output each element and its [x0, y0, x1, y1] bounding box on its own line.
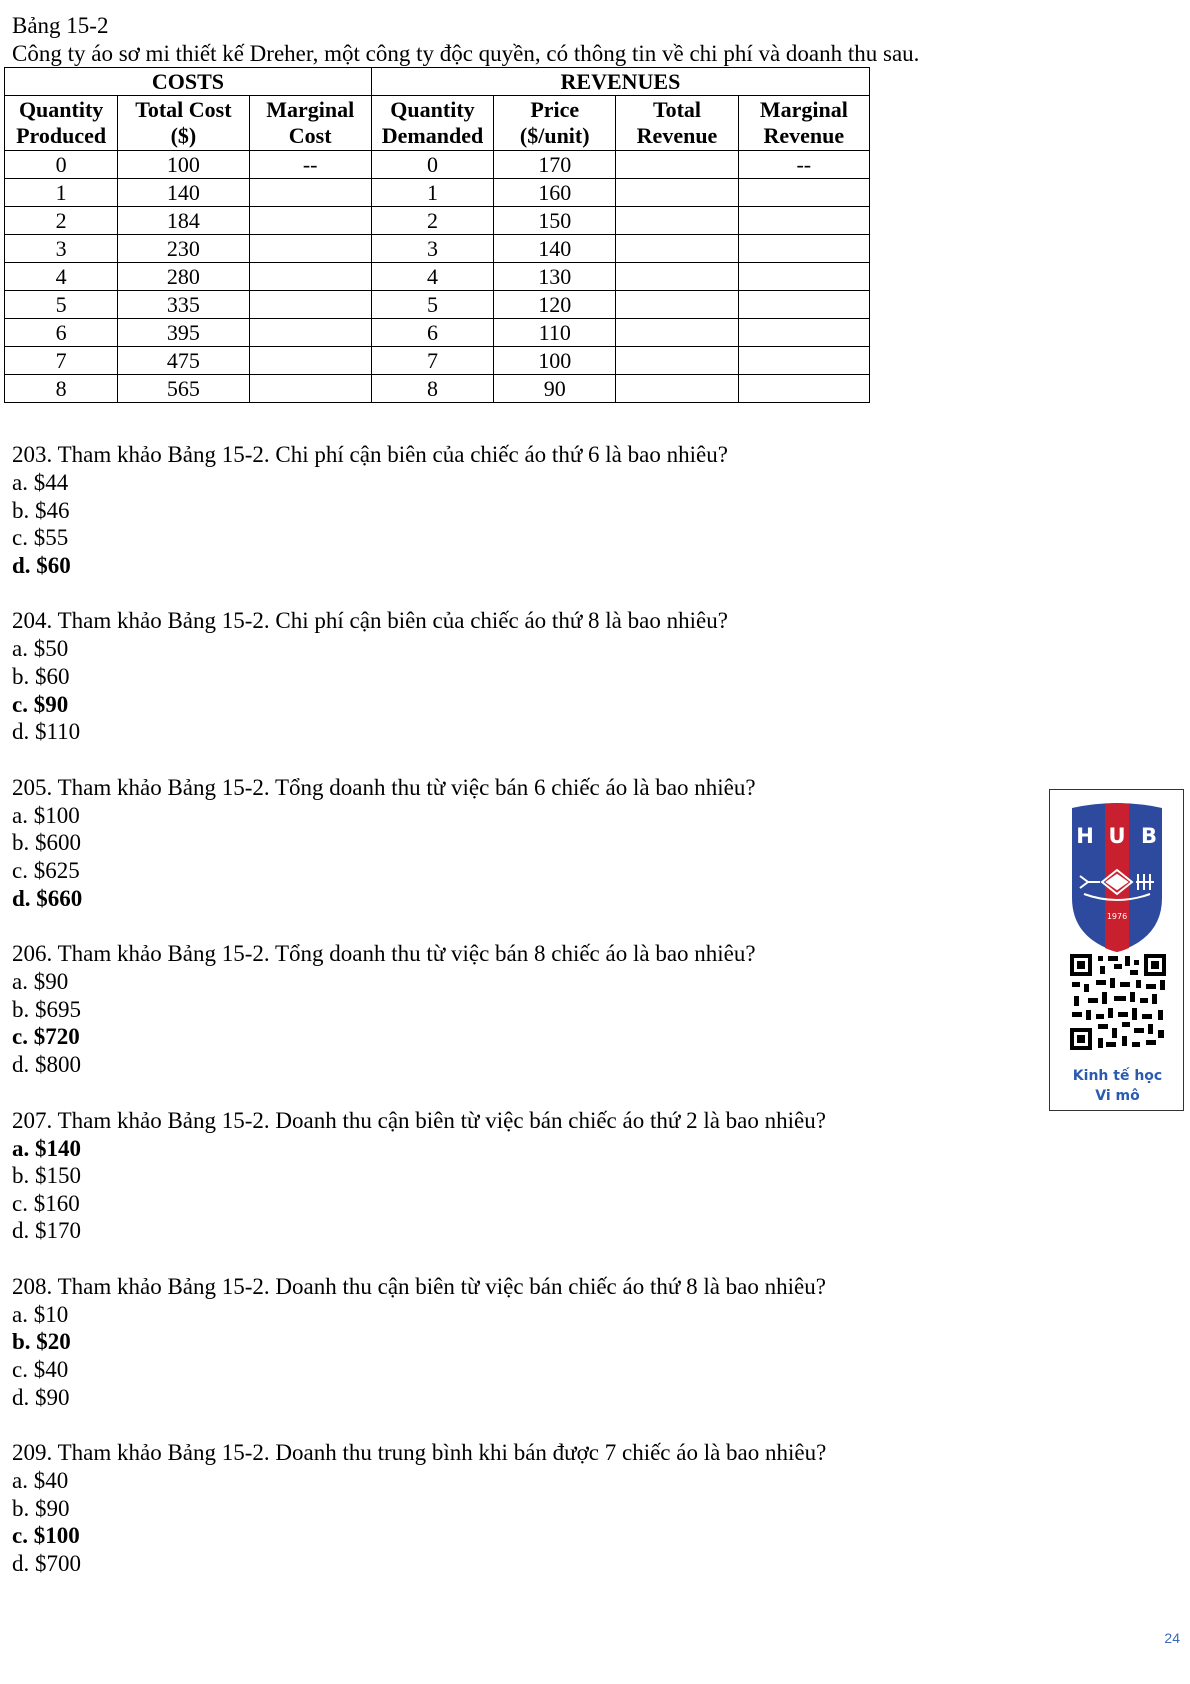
table-cell — [738, 207, 869, 235]
table-cell: -- — [738, 151, 869, 179]
table-cell: -- — [249, 151, 371, 179]
logo-letter-h: H — [1076, 824, 1094, 848]
answer-option: b. $60 — [12, 663, 70, 689]
question-list — [12, 441, 1032, 1606]
table-cell: 6 — [371, 319, 493, 347]
answer-option: a. $100 — [12, 802, 80, 828]
table-cell: 230 — [118, 235, 249, 263]
table-cell — [738, 291, 869, 319]
table-cell — [738, 375, 869, 403]
table-cell — [249, 263, 371, 291]
table-cell: 5 — [371, 291, 493, 319]
column-header-line: ($) — [170, 123, 197, 148]
column-header-line: Marginal — [266, 97, 355, 122]
table-cell — [249, 375, 371, 403]
column-header-line: ($/unit) — [519, 123, 590, 148]
answer-option: d. $90 — [12, 1384, 70, 1410]
column-header-line: Quantity — [390, 97, 475, 122]
table-cell: 120 — [494, 291, 616, 319]
column-header-line: Revenue — [636, 123, 718, 148]
column-header-line: Revenue — [763, 123, 845, 148]
table-cell: 395 — [118, 319, 249, 347]
table-row — [5, 235, 870, 263]
table-cell: 8 — [371, 375, 493, 403]
logo-letter-u: U — [1108, 824, 1126, 848]
answer-option: c. $625 — [12, 857, 80, 883]
table-cell: 90 — [494, 375, 616, 403]
table-cell: 335 — [118, 291, 249, 319]
table-cell — [738, 179, 869, 207]
logo-letter-b: B — [1140, 824, 1158, 848]
table-cell — [738, 263, 869, 291]
table-cell — [738, 347, 869, 375]
table-cell — [616, 207, 738, 235]
table-cell — [249, 347, 371, 375]
table-cell: 6 — [5, 319, 118, 347]
table-cell: 565 — [118, 375, 249, 403]
table-cell: 1 — [371, 179, 493, 207]
table-cell: 0 — [5, 151, 118, 179]
column-header — [494, 96, 616, 151]
answer-option: b. $150 — [12, 1163, 81, 1189]
table-caption: Bảng 15-2 — [12, 13, 109, 38]
table-cell: 130 — [494, 263, 616, 291]
table-cell — [616, 263, 738, 291]
table-cell — [616, 151, 738, 179]
answer-option: c. $160 — [12, 1190, 80, 1216]
answer-option-correct: c. $90 — [12, 691, 69, 717]
answer-option: b. $46 — [12, 497, 70, 523]
column-header-line: Quantity — [18, 97, 104, 122]
question-item — [12, 940, 1032, 1078]
answer-option: d. $110 — [12, 719, 81, 745]
column-header — [616, 96, 738, 151]
answer-option: a. $44 — [12, 470, 69, 495]
question-text: 205. Tham khảo Bảng 15-2. Tổng doanh thu từ việc bán 6 chiếc áo là bao nhiêu? — [12, 774, 756, 800]
answer-option-correct: c. $720 — [12, 1024, 80, 1050]
answer-option: a. $50 — [12, 636, 69, 662]
table-cell: 4 — [371, 263, 493, 291]
table-cell: 3 — [371, 235, 493, 263]
table-cell — [738, 235, 869, 263]
group-header-revenues: REVENUES — [371, 68, 869, 96]
answer-option: d. $700 — [12, 1551, 81, 1577]
answer-option: a. $40 — [12, 1468, 69, 1494]
course-label-line1: Kinh tế học — [1072, 1068, 1163, 1084]
table-cell — [616, 291, 738, 319]
table-cell: 100 — [118, 151, 249, 179]
question-item — [12, 1273, 1032, 1411]
table-cell: 2 — [5, 207, 118, 235]
group-header-costs: COSTS — [5, 68, 372, 96]
column-header-line: Produced — [16, 123, 107, 148]
course-logo-panel — [1049, 789, 1184, 1111]
page-number: 24 — [1164, 1630, 1180, 1646]
table-cell: 140 — [118, 179, 249, 207]
cost-revenue-table — [4, 67, 870, 403]
answer-option: b. $600 — [12, 830, 81, 856]
question-text: 203. Tham khảo Bảng 15-2. Chi phí cận biên của chiếc áo thứ 6 là bao nhiêu? — [12, 442, 728, 467]
table-row — [5, 291, 870, 319]
intro-text: Công ty áo sơ mi thiết kế Dreher, một công ty độc quyền, có thông tin về chi phí và doanh thu sau. — [12, 41, 920, 66]
logo-year: 1976 — [1106, 912, 1128, 921]
answer-option-correct: d. $60 — [12, 552, 71, 578]
column-header-line: Total Cost — [135, 97, 232, 122]
answer-option: c. $40 — [12, 1357, 69, 1383]
table-cell — [249, 235, 371, 263]
table-cell: 110 — [494, 319, 616, 347]
question-item — [12, 1439, 1032, 1577]
table-cell — [616, 319, 738, 347]
table-cell: 100 — [494, 347, 616, 375]
table-cell: 7 — [371, 347, 493, 375]
hub-logo — [1050, 790, 1185, 1112]
table-cell: 3 — [5, 235, 118, 263]
column-header-line: Cost — [288, 123, 332, 148]
course-label-line2: Vi mô — [1095, 1088, 1140, 1104]
table-cell: 4 — [5, 263, 118, 291]
table-cell: 184 — [118, 207, 249, 235]
table-cell — [249, 207, 371, 235]
table-row — [5, 347, 870, 375]
column-header-line: Price — [530, 97, 580, 122]
column-header-line: Demanded — [381, 123, 484, 148]
qr-code-icon — [1070, 954, 1166, 1050]
question-text: 206. Tham khảo Bảng 15-2. Tổng doanh thu từ việc bán 8 chiếc áo là bao nhiêu? — [12, 941, 756, 967]
table-cell: 2 — [371, 207, 493, 235]
table-cell: 150 — [494, 207, 616, 235]
table-row — [5, 207, 870, 235]
column-header — [738, 96, 869, 151]
table-cell — [738, 319, 869, 347]
table-cell: 140 — [494, 235, 616, 263]
table-cell: 170 — [494, 151, 616, 179]
answer-option-correct: c. $100 — [12, 1523, 80, 1549]
table-cell — [249, 319, 371, 347]
table-cell — [249, 291, 371, 319]
table-cell: 160 — [494, 179, 616, 207]
table-row — [5, 151, 870, 179]
table-cell: 8 — [5, 375, 118, 403]
column-header — [249, 96, 371, 151]
answer-option-correct: a. $140 — [12, 1135, 81, 1161]
column-header — [5, 96, 118, 151]
answer-option-correct: b. $20 — [12, 1329, 71, 1355]
question-item — [12, 441, 1032, 579]
table-cell: 475 — [118, 347, 249, 375]
table-row — [5, 319, 870, 347]
table-cell: 5 — [5, 291, 118, 319]
column-header-line: Marginal — [759, 97, 848, 122]
answer-option: a. $10 — [12, 1301, 69, 1327]
answer-option: d. $170 — [12, 1218, 81, 1244]
column-header — [371, 96, 493, 151]
answer-option: c. $55 — [12, 525, 69, 551]
table-row — [5, 179, 870, 207]
table-row — [5, 375, 870, 403]
question-text: 209. Tham khảo Bảng 15-2. Doanh thu trung bình khi bán được 7 chiếc áo là bao nhiêu? — [12, 1440, 827, 1466]
table-cell — [249, 179, 371, 207]
table-cell — [616, 235, 738, 263]
answer-option: a. $90 — [12, 969, 69, 995]
table-cell — [616, 347, 738, 375]
table-cell: 1 — [5, 179, 118, 207]
answer-option: b. $90 — [12, 1495, 70, 1521]
question-text: 207. Tham khảo Bảng 15-2. Doanh thu cận biên từ việc bán chiếc áo thứ 2 là bao nhiêu? — [12, 1107, 826, 1133]
table-cell: 280 — [118, 263, 249, 291]
question-item — [12, 774, 1032, 912]
table-row — [5, 263, 870, 291]
answer-option-correct: d. $660 — [12, 885, 83, 911]
table-cell — [616, 375, 738, 403]
question-item — [12, 607, 1032, 745]
column-header-line: Total — [652, 97, 702, 122]
table-cell: 7 — [5, 347, 118, 375]
question-text: 204. Tham khảo Bảng 15-2. Chi phí cận biên của chiếc áo thứ 8 là bao nhiêu? — [12, 608, 728, 634]
course-label — [1050, 1066, 1185, 1106]
answer-option: b. $695 — [12, 996, 81, 1022]
table-cell: 0 — [371, 151, 493, 179]
question-item — [12, 1107, 1032, 1245]
column-header — [118, 96, 249, 151]
answer-option: d. $800 — [12, 1051, 81, 1077]
question-text: 208. Tham khảo Bảng 15-2. Doanh thu cận biên từ việc bán chiếc áo thứ 8 là bao nhiêu? — [12, 1273, 826, 1299]
table-cell — [616, 179, 738, 207]
